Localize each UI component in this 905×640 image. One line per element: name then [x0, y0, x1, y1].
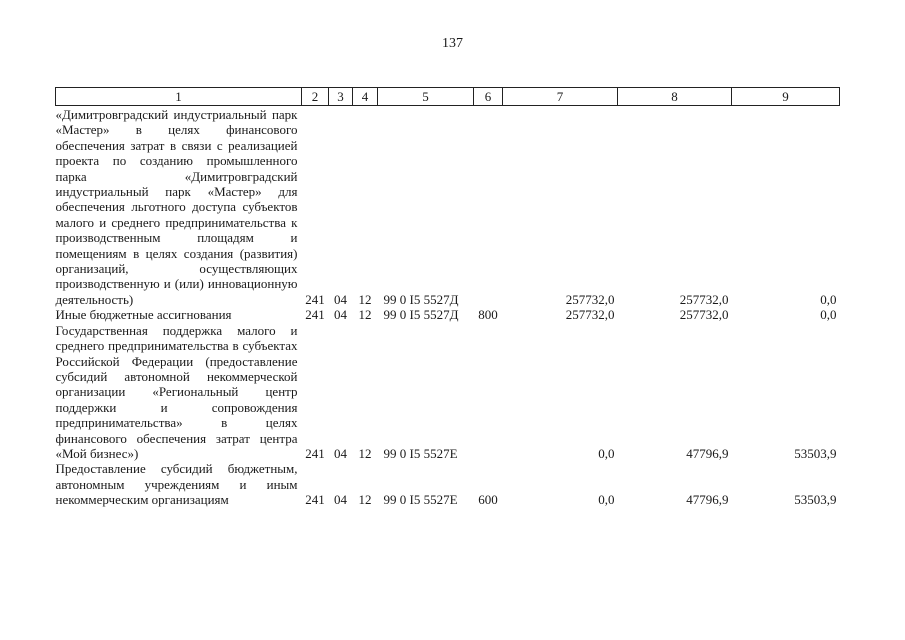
cell-section-code: 04 — [334, 291, 347, 307]
table-header-row — [56, 88, 840, 106]
cell-section-code: 04 — [334, 492, 347, 508]
cell-target-article: 99 0 I5 5527Е — [383, 492, 458, 508]
cell-amount-col8: 257732,0 — [679, 291, 729, 307]
cell-ministry-code: 241 — [305, 492, 325, 508]
cell-amount-col8: 47796,9 — [686, 445, 729, 461]
cell-ministry-code: 241 — [305, 307, 325, 323]
row-description — [56, 307, 302, 322]
row-description-text: «Димитровградский индустриальный парк «Мастер» в целях финансового обеспечения затрат в связи с реализацией проекта по созданию промышленного парка «Димитровградский индустриальный парк «Мастер» для обеспечения льготного доступа субъектов малого и среднего предпринимательства к производственным площадям и помещениям в целях создания (развития) организаций, осуществляющих производственную и (или) инновационную деятельность) — [55, 107, 298, 307]
cell-ministry-code: 241 — [305, 445, 325, 461]
cell-subsection-code: 12 — [358, 492, 372, 508]
table-row — [56, 106, 840, 308]
cell-amount-col9: 0,0 — [820, 307, 837, 323]
column-header-6: 6 — [474, 88, 503, 106]
cell-amount-col8: 47796,9 — [686, 492, 729, 508]
cell-target-article: 99 0 I5 5527Е — [383, 445, 458, 461]
column-header-5: 5 — [378, 88, 474, 106]
cell-target-article: 99 0 I5 5527Д — [383, 291, 459, 307]
cell-expense-type: 600 — [478, 492, 498, 508]
cell-subsection-code: 12 — [358, 445, 372, 461]
row-description-text: Предоставление субсидий бюджетным, автономным учреждениям и иным некоммерческим организациям — [55, 461, 298, 508]
cell-expense-type: 800 — [478, 307, 498, 323]
column-header-8: 8 — [618, 88, 732, 106]
column-header-3: 3 — [329, 88, 353, 106]
cell-subsection-code: 12 — [358, 291, 372, 307]
cell-amount-col8: 257732,0 — [679, 307, 729, 323]
budget-table — [55, 87, 840, 508]
cell-expense-type — [474, 106, 503, 308]
cell-ministry-code: 241 — [305, 291, 325, 307]
cell-section-code: 04 — [334, 307, 347, 323]
table-row — [56, 323, 840, 462]
cell-amount-col7: 0,0 — [598, 492, 615, 508]
row-description-text: Иные бюджетные ассигнования — [55, 307, 232, 323]
cell-amount-col9: 53503,9 — [794, 492, 837, 508]
table-row — [56, 461, 840, 507]
row-description — [56, 323, 302, 462]
row-description-text: Государственная поддержка малого и среднего предпринимательства в субъектах Российской Федерации (предоставление субсидий автономной некоммерческой организации «Региональный центр поддержки и сопровождения предпринимательства» в целях финансового обеспечения затрат центра «Мой бизнес») — [55, 322, 298, 461]
column-header-4: 4 — [353, 88, 378, 106]
cell-amount-col9: 53503,9 — [794, 445, 837, 461]
cell-subsection-code: 12 — [358, 307, 372, 323]
column-header-9: 9 — [732, 88, 840, 106]
cell-amount-col7: 257732,0 — [565, 307, 615, 323]
cell-amount-col7: 0,0 — [598, 445, 615, 461]
column-header-2: 2 — [302, 88, 329, 106]
cell-expense-type — [474, 323, 503, 462]
row-description — [56, 461, 302, 507]
column-header-1: 1 — [56, 88, 302, 106]
column-header-7: 7 — [503, 88, 618, 106]
cell-amount-col9: 0,0 — [820, 291, 837, 307]
cell-target-article: 99 0 I5 5527Д — [383, 307, 459, 323]
cell-amount-col7: 257732,0 — [565, 291, 615, 307]
page-number: 137 — [442, 36, 463, 51]
row-description — [56, 106, 302, 308]
table-row — [56, 307, 840, 322]
cell-section-code: 04 — [334, 445, 347, 461]
